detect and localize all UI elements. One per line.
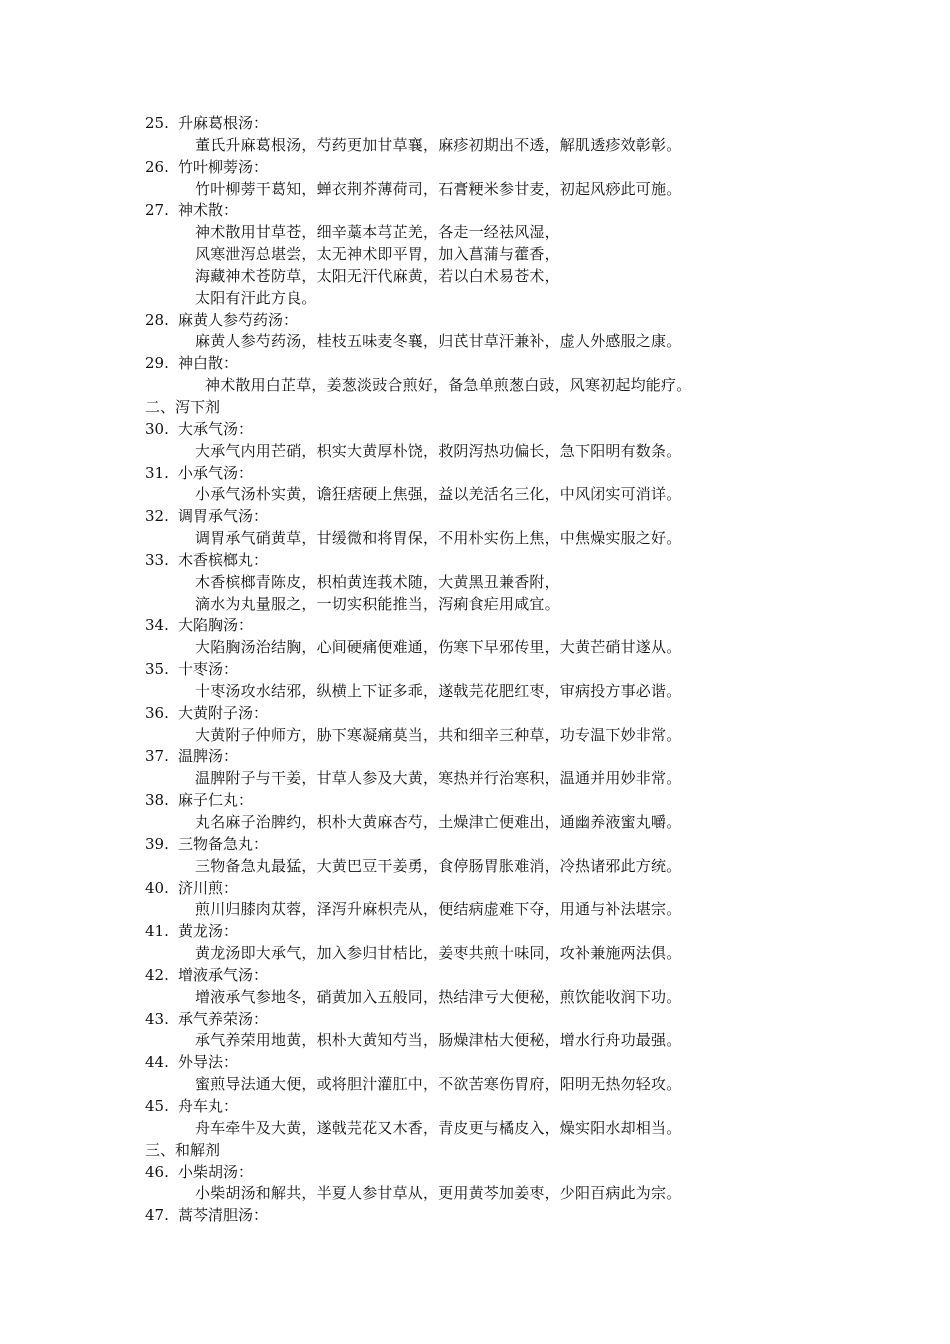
- formula-number: 28.: [145, 310, 169, 329]
- formula-heading-row: [0, 790, 950, 812]
- verse-row: [0, 1030, 950, 1052]
- formula-heading-row: [0, 1205, 950, 1227]
- formula-heading-row: [0, 1009, 950, 1031]
- verse-line: 三物备急丸最猛，大黄巴豆干姜勇，食停肠胃胀难消，冷热诸邪此方统。: [195, 856, 682, 875]
- formula-number: 30.: [145, 419, 169, 438]
- verse-line: 调胃承气硝黄草，甘缓微和将胃保，不用朴实伤上焦，中焦燥实服之好。: [195, 529, 682, 548]
- section-heading: 二、泻下剂: [145, 397, 221, 416]
- verse-line: 风寒泄泻总堪尝，太无神术即平胃，加入菖蒲与藿香，: [195, 245, 560, 264]
- formula-number: 42.: [145, 965, 169, 984]
- verse-row: [0, 375, 950, 397]
- formula-heading-row: [0, 1052, 950, 1074]
- verse-line: 增液承气参地冬，硝黄加入五般同，热结津亏大便秘，煎饮能收润下功。: [195, 987, 682, 1006]
- verse-row: [0, 1118, 950, 1140]
- formula-heading-row: [0, 921, 950, 943]
- formula-title: 大陷胸汤：: [178, 616, 254, 635]
- formula-heading-row: [0, 113, 950, 135]
- verse-row: [0, 244, 950, 266]
- verse-line: 舟车牵牛及大黄，遂戟芫花又木香，青皮更与橘皮入，燥实阳水却相当。: [195, 1118, 682, 1137]
- formula-heading-row: [0, 746, 950, 768]
- verse-row: [0, 222, 950, 244]
- formula-heading-row: [0, 506, 950, 528]
- section-heading-row: [0, 397, 950, 419]
- verse-line: 煎川归膝肉苁蓉，泽泻升麻枳壳从，便结病虚难下夺，用通与补法堪宗。: [195, 900, 682, 919]
- formula-heading-row: [0, 1096, 950, 1118]
- formula-title: 木香槟榔丸：: [178, 550, 269, 569]
- formula-number: 34.: [145, 616, 169, 635]
- verse-line: 小柴胡汤和解共，半夏人参甘草从，更用黄芩加姜枣，少阳百病此为宗。: [195, 1184, 682, 1203]
- formula-title: 蒿芩清胆汤：: [178, 1206, 269, 1225]
- formula-heading-row: [0, 463, 950, 485]
- formula-title: 神白散：: [178, 354, 239, 373]
- verse-row: [0, 484, 950, 506]
- verse-line: 竹叶柳蒡干葛知，蝉衣荆芥薄荷司，石膏粳米参甘麦，初起风痧此可施。: [195, 179, 682, 198]
- formula-title: 升麻葛根汤：: [178, 114, 269, 132]
- verse-row: [0, 572, 950, 594]
- formula-number: 39.: [145, 834, 169, 853]
- formula-title: 济川煎：: [178, 878, 239, 897]
- verse-row: [0, 288, 950, 310]
- formula-heading-row: [0, 1162, 950, 1184]
- verse-row: [0, 528, 950, 550]
- verse-row: [0, 681, 950, 703]
- formula-title: 麻子仁丸：: [178, 791, 254, 810]
- verse-line: 滴水为丸量服之，一切实积能推当，泻痢食疟用咸宜。: [195, 594, 560, 613]
- formula-heading-row: [0, 834, 950, 856]
- formula-title: 大黄附子汤：: [178, 703, 269, 722]
- formula-title: 温脾汤：: [178, 747, 239, 766]
- verse-line: 神术散用甘草苍，细辛藁本芎芷羌，各走一经祛风湿，: [195, 223, 560, 242]
- verse-line: 小承气汤朴实黄，谵狂痞硬上焦强，益以羌活名三化，中风闭实可消详。: [195, 485, 682, 504]
- formula-heading-row: [0, 353, 950, 375]
- formula-number: 31.: [145, 463, 169, 482]
- verse-line: 温脾附子与干姜，甘草人参及大黄，寒热并行治寒积，温通并用妙非常。: [195, 769, 682, 788]
- formula-heading-row: [0, 157, 950, 179]
- verse-row: [0, 1074, 950, 1096]
- verse-row: [0, 441, 950, 463]
- formula-title: 黄龙汤：: [178, 922, 239, 941]
- verse-row: [0, 179, 950, 201]
- formula-number: 32.: [145, 507, 169, 526]
- formula-number: 40.: [145, 878, 169, 897]
- formula-title: 十枣汤：: [178, 660, 239, 679]
- verse-line: 丸名麻子治脾约，枳朴大黄麻杏芍，土燥津亡便难出，通幽养液蜜丸嚼。: [195, 813, 682, 831]
- verse-line: 蜜煎导法通大便，或将胆汁灌肛中，不欲苦寒伤胃府，阳明无热勿轻攻。: [195, 1075, 682, 1094]
- verse-line: 木香槟榔青陈皮，枳柏黄连莪术随，大黄黑丑兼香附，: [195, 572, 560, 591]
- verse-line: 太阳有汗此方良。: [195, 288, 317, 307]
- formula-number: 29.: [145, 354, 169, 373]
- formula-heading-row: [0, 878, 950, 900]
- formula-title: 外导法：: [178, 1053, 239, 1072]
- formula-title: 舟车丸：: [178, 1096, 239, 1115]
- formula-number: 37.: [145, 747, 169, 766]
- verse-row: [0, 812, 950, 834]
- formula-number: 33.: [145, 550, 169, 569]
- verse-row: [0, 331, 950, 353]
- formula-number: 45.: [145, 1096, 169, 1115]
- verse-row: [0, 135, 950, 157]
- formula-heading-row: [0, 659, 950, 681]
- verse-line: 大陷胸汤治结胸，心间硬痛便难通，伤寒下早邪传里，大黄芒硝甘遂从。: [195, 638, 682, 657]
- verse-line: 海藏神术苍防草，太阳无汗代麻黄，若以白术易苍术，: [195, 266, 560, 285]
- formula-title: 调胃承气汤：: [178, 507, 269, 526]
- formula-number: 26.: [145, 157, 169, 176]
- formula-title: 竹叶柳蒡汤：: [178, 157, 269, 176]
- verse-row: [0, 899, 950, 921]
- formula-title: 麻黄人参芍药汤：: [178, 310, 299, 329]
- formula-number: 46.: [145, 1162, 169, 1181]
- formula-number: 38.: [145, 791, 169, 810]
- formula-heading-row: [0, 615, 950, 637]
- formula-title: 小承气汤：: [178, 463, 254, 482]
- verse-row: [0, 987, 950, 1009]
- section-heading: 三、和解剂: [145, 1140, 221, 1159]
- verse-line: 黄龙汤即大承气，加入参归甘桔比，姜枣共煎十味同，攻补兼施两法俱。: [195, 944, 682, 963]
- section-heading-row: [0, 1140, 950, 1162]
- verse-row: [0, 725, 950, 747]
- formula-title: 小柴胡汤：: [178, 1162, 254, 1181]
- verse-line: 大承气内用芒硝，枳实大黄厚朴饶，救阴泻热功偏长，急下阳明有数条。: [195, 441, 682, 460]
- verse-row: [0, 594, 950, 616]
- verse-line: 董氏升麻葛根汤，芍药更加甘草襄，麻疹初期出不透，解肌透疹效彰彰。: [195, 135, 682, 154]
- verse-line: 大黄附子仲师方，胁下寒凝痛莫当，共和细辛三种草，功专温下妙非常。: [195, 725, 682, 744]
- formula-number: 43.: [145, 1009, 169, 1028]
- verse-row: [0, 1183, 950, 1205]
- formula-number: 27.: [145, 201, 169, 220]
- formula-heading-row: [0, 965, 950, 987]
- verse-line: 神术散用白芷草，姜葱淡豉合煎好，备急单煎葱白豉，风寒初起均能疗。: [205, 376, 692, 395]
- verse-row: [0, 266, 950, 288]
- formula-number: 36.: [145, 703, 169, 722]
- document-page: [0, 113, 950, 1227]
- formula-title: 大承气汤：: [178, 419, 254, 438]
- formula-number: 25.: [145, 114, 169, 132]
- verse-line: 承气养荣用地黄，枳朴大黄知芍当，肠燥津枯大便秘，增水行舟功最强。: [195, 1031, 682, 1050]
- formula-number: 41.: [145, 922, 169, 941]
- formula-heading-row: [0, 419, 950, 441]
- formula-title: 承气养荣汤：: [178, 1009, 269, 1028]
- formula-heading-row: [0, 703, 950, 725]
- formula-heading-row: [0, 200, 950, 222]
- formula-title: 增液承气汤：: [178, 965, 269, 984]
- verse-row: [0, 943, 950, 965]
- verse-row: [0, 768, 950, 790]
- verse-row: [0, 637, 950, 659]
- formula-heading-row: [0, 550, 950, 572]
- formula-title: 神术散：: [178, 201, 239, 220]
- formula-number: 35.: [145, 660, 169, 679]
- verse-line: 麻黄人参芍药汤，桂枝五味麦冬襄，归芪甘草汗兼补，虚人外感服之康。: [195, 332, 682, 351]
- verse-row: [0, 856, 950, 878]
- formula-title: 三物备急丸：: [178, 834, 269, 853]
- formula-heading-row: [0, 310, 950, 332]
- formula-number: 44.: [145, 1053, 169, 1072]
- formula-number: 47.: [145, 1206, 169, 1225]
- verse-line: 十枣汤攻水结邪，纵横上下证多乖，遂戟芫花肥红枣，审病投方事必谐。: [195, 681, 682, 700]
